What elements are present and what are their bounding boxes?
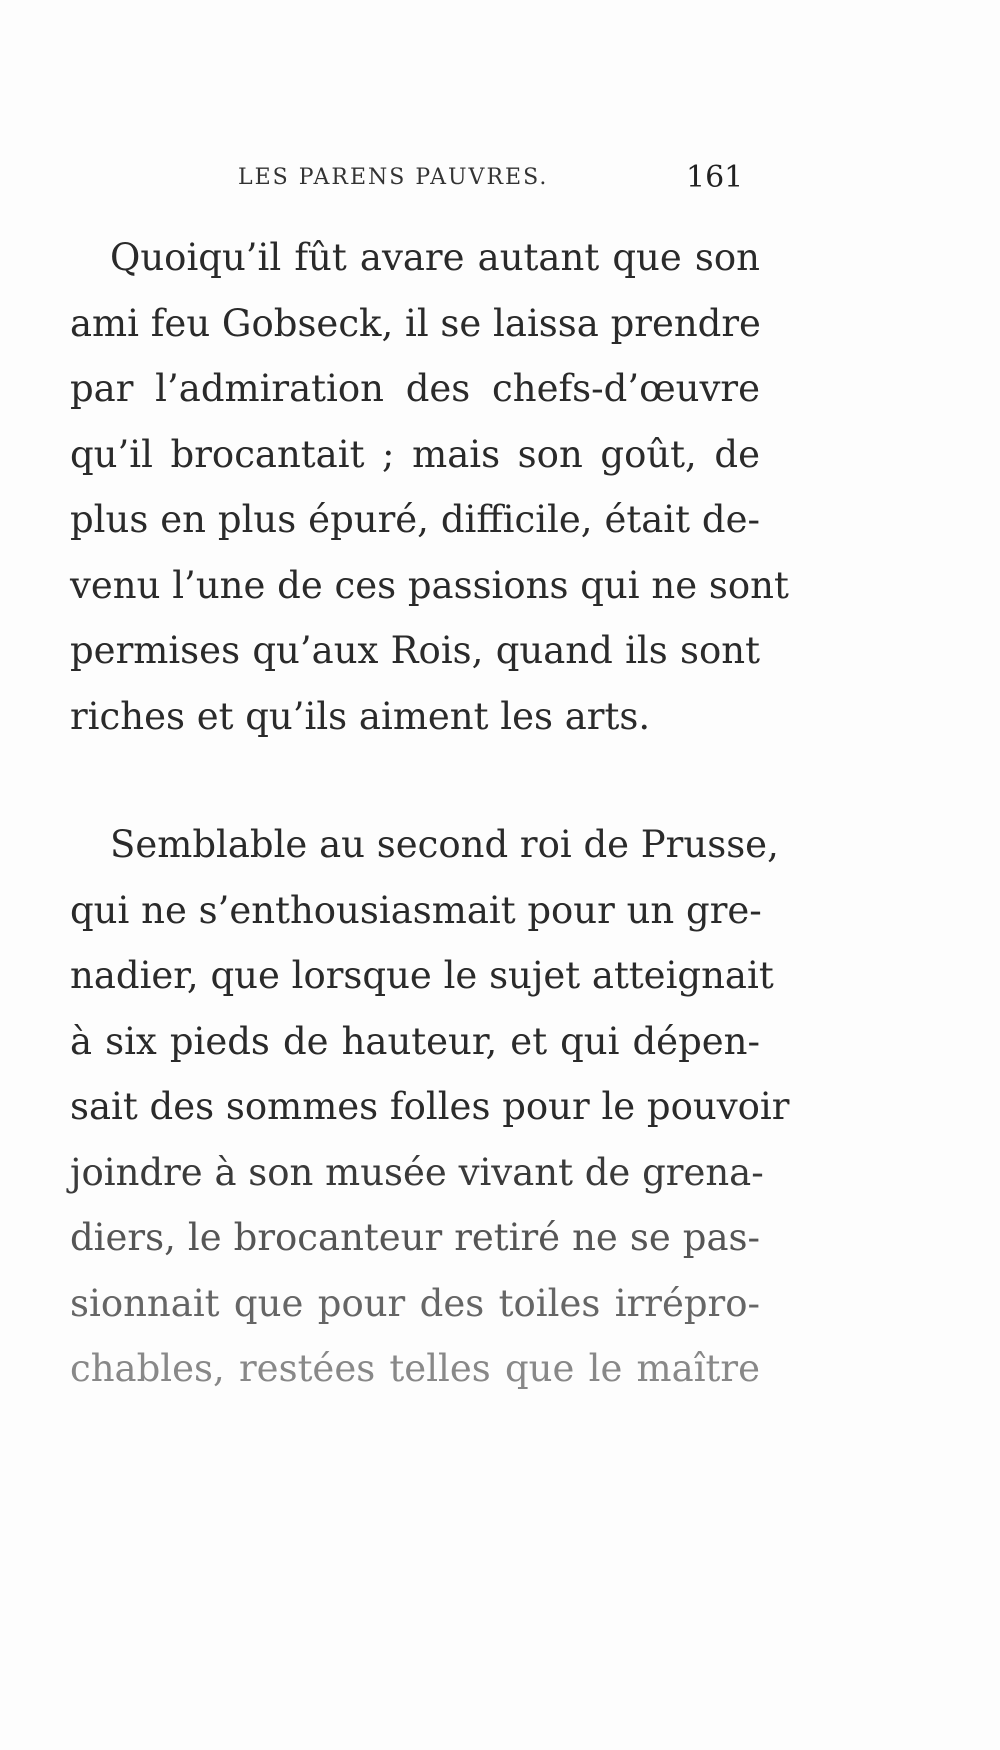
text-line: chables, restées telles que le maître <box>70 1347 760 1390</box>
text-line: permises qu’aux Rois, quand ils sont <box>70 629 760 672</box>
text-line: ami feu Gobseck, il se laissa prendre <box>70 301 761 345</box>
page-number: 161 <box>686 160 744 195</box>
paragraph-2 <box>70 812 790 1402</box>
text-line: Quoiqu’il fût avare autant que son <box>110 236 760 279</box>
text-line: sionnait que pour des toiles irrépro- <box>70 1281 760 1325</box>
text-line: qu’il brocantait ; mais son goût, de <box>70 432 760 476</box>
text-line: plus en plus épuré, difficile, était de- <box>70 498 760 541</box>
text-line: à six pieds de hauteur, et qui dépen- <box>70 1019 760 1063</box>
paragraph-1 <box>70 225 789 749</box>
text-line: riches et qu’ils aiment les arts. <box>70 694 651 738</box>
text-line: qui ne s’enthousiasmait pour un gre- <box>70 888 762 932</box>
text-line: par l’admiration des chefs-d’œuvre <box>70 367 760 410</box>
text-line: diers, le brocanteur retiré ne se pas- <box>70 1216 760 1259</box>
text-line: nadier, que lorsque le sujet atteignait <box>70 954 774 997</box>
text-line: joindre à son musée vivant de grena- <box>70 1150 764 1194</box>
text-line: sait des sommes folles pour le pouvoir <box>70 1085 790 1128</box>
text-line: Semblable au second roi de Prusse, <box>110 823 779 866</box>
text-line: venu l’une de ces passions qui ne sont <box>70 563 789 607</box>
running-title: LES PARENS PAUVRES. <box>238 165 549 190</box>
